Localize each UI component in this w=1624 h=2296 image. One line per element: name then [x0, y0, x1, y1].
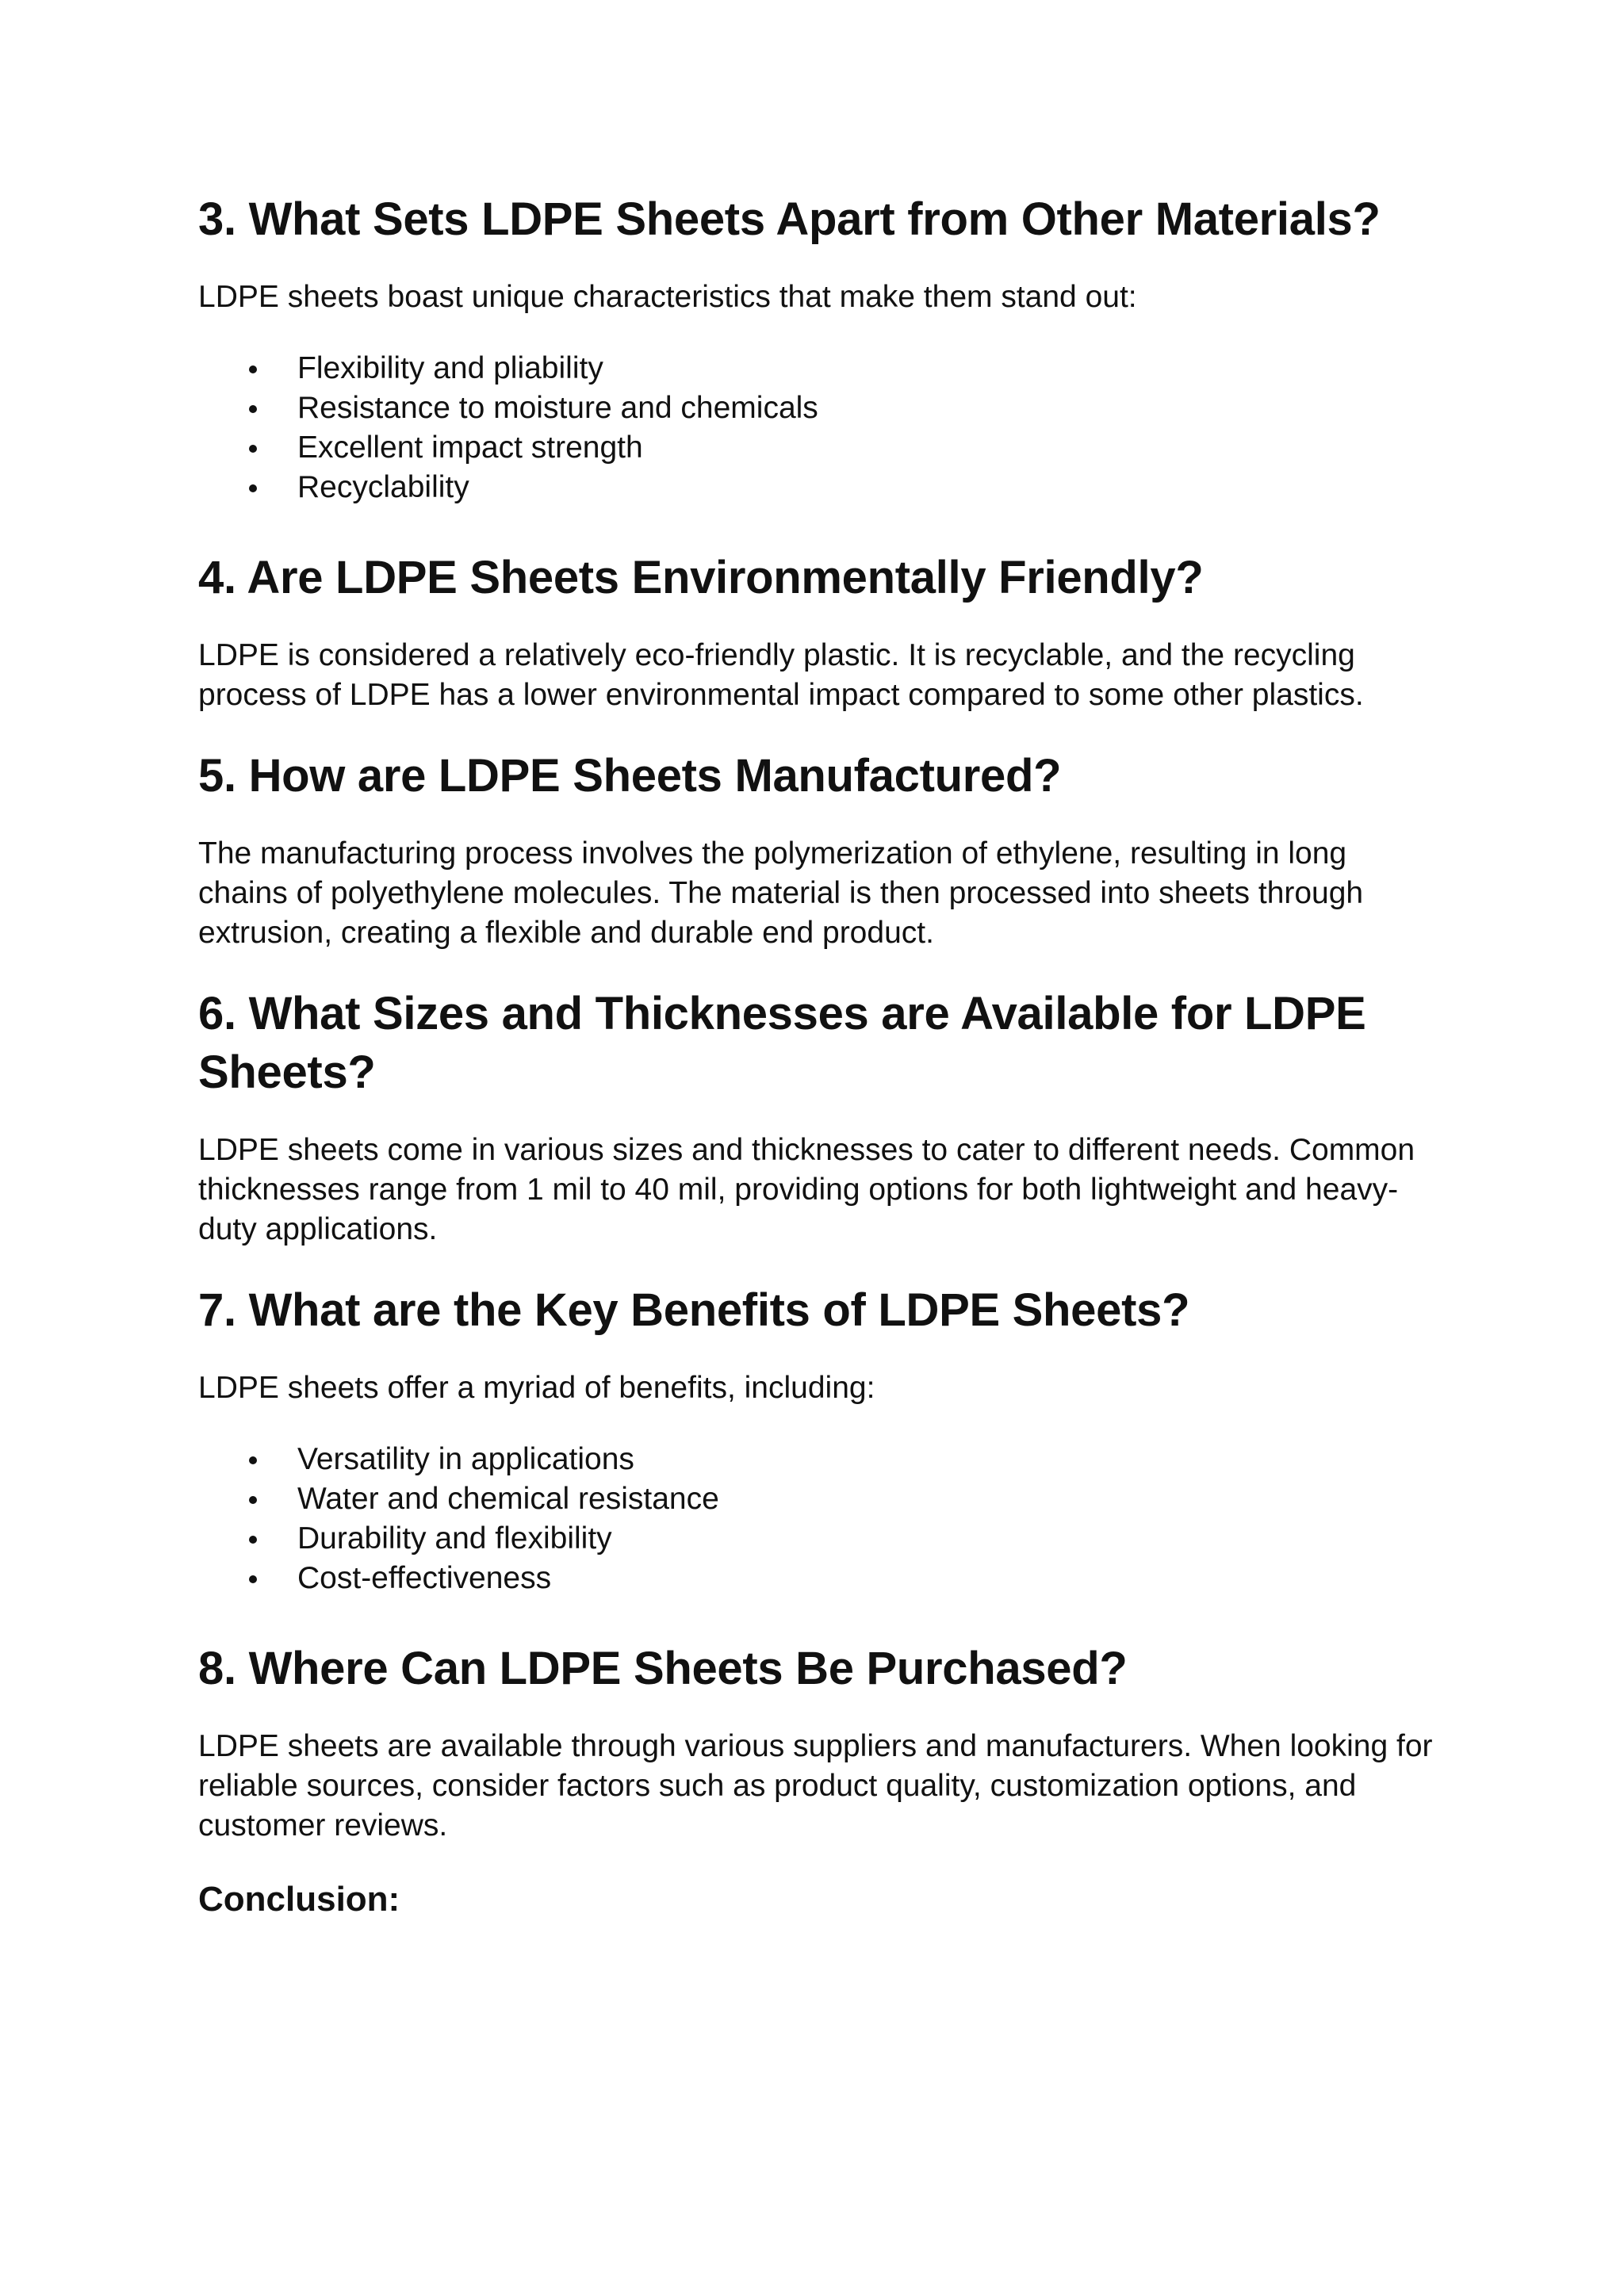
section-heading: 5. How are LDPE Sheets Manufactured? — [198, 750, 1062, 802]
list-item-text: Recyclability — [297, 470, 469, 504]
list-item-text: Durability and flexibility — [297, 1521, 612, 1556]
bullet-icon — [249, 1575, 257, 1583]
list-item — [198, 1559, 1435, 1598]
list-item — [198, 1519, 1435, 1559]
bullet-list — [198, 1440, 1435, 1598]
section-3 — [198, 190, 1435, 507]
bullet-icon — [249, 405, 257, 413]
bullet-icon — [249, 484, 257, 492]
bullet-icon — [249, 1536, 257, 1544]
bullet-icon — [249, 1496, 257, 1504]
section-5 — [198, 747, 1435, 953]
list-item — [198, 349, 1435, 388]
list-item — [198, 468, 1435, 507]
list-item-text: Resistance to moisture and chemicals — [297, 391, 818, 425]
section-4 — [198, 549, 1435, 715]
section-heading: 6. What Sizes and Thicknesses are Available for LDPE Sheets? — [198, 988, 1366, 1098]
section-paragraph: LDPE is considered a relatively eco-friendly plastic. It is recyclable, and the recycling process of LDPE has a lower environmental impact compared to some other plastics. — [198, 638, 1364, 712]
bullet-icon — [249, 365, 257, 373]
section-8 — [198, 1640, 1435, 1846]
list-item-text: Water and chemical resistance — [297, 1482, 719, 1516]
list-item-text: Cost-effectiveness — [297, 1561, 552, 1595]
section-paragraph: LDPE sheets boast unique characteristics that make them stand out: — [198, 280, 1137, 314]
list-item — [198, 1440, 1435, 1479]
bullet-icon — [249, 1456, 257, 1464]
list-item — [198, 1479, 1435, 1519]
section-7 — [198, 1281, 1435, 1598]
conclusion-heading: Conclusion: — [198, 1880, 400, 1919]
section-heading: 7. What are the Key Benefits of LDPE Sheets? — [198, 1284, 1190, 1336]
bullet-list — [198, 349, 1435, 507]
list-item-text: Excellent impact strength — [297, 430, 643, 465]
bullet-icon — [249, 445, 257, 453]
section-paragraph: LDPE sheets come in various sizes and thicknesses to cater to different needs. Common thicknesses range from 1 mil to 40 mil, providing options for both lightweight and heavy-duty applications. — [198, 1133, 1415, 1246]
section-paragraph: LDPE sheets are available through various suppliers and manufacturers. When looking for reliable sources, consider factors such as product quality, customization options, and customer reviews. — [198, 1729, 1433, 1843]
section-paragraph: LDPE sheets offer a myriad of benefits, including: — [198, 1371, 875, 1405]
section-heading: 4. Are LDPE Sheets Environmentally Friendly? — [198, 552, 1204, 603]
document-page — [198, 190, 1435, 1922]
list-item — [198, 388, 1435, 428]
list-item-text: Versatility in applications — [297, 1442, 634, 1476]
section-6 — [198, 985, 1435, 1249]
list-item — [198, 428, 1435, 468]
section-heading: 3. What Sets LDPE Sheets Apart from Other Materials? — [198, 193, 1381, 245]
section-paragraph: The manufacturing process involves the polymerization of ethylene, resulting in long chains of polyethylene molecules. The material is then processed into sheets through extrusion, creating a flexible and durable end product. — [198, 836, 1364, 950]
section-heading: 8. Where Can LDPE Sheets Be Purchased? — [198, 1643, 1128, 1694]
list-item-text: Flexibility and pliability — [297, 351, 603, 385]
